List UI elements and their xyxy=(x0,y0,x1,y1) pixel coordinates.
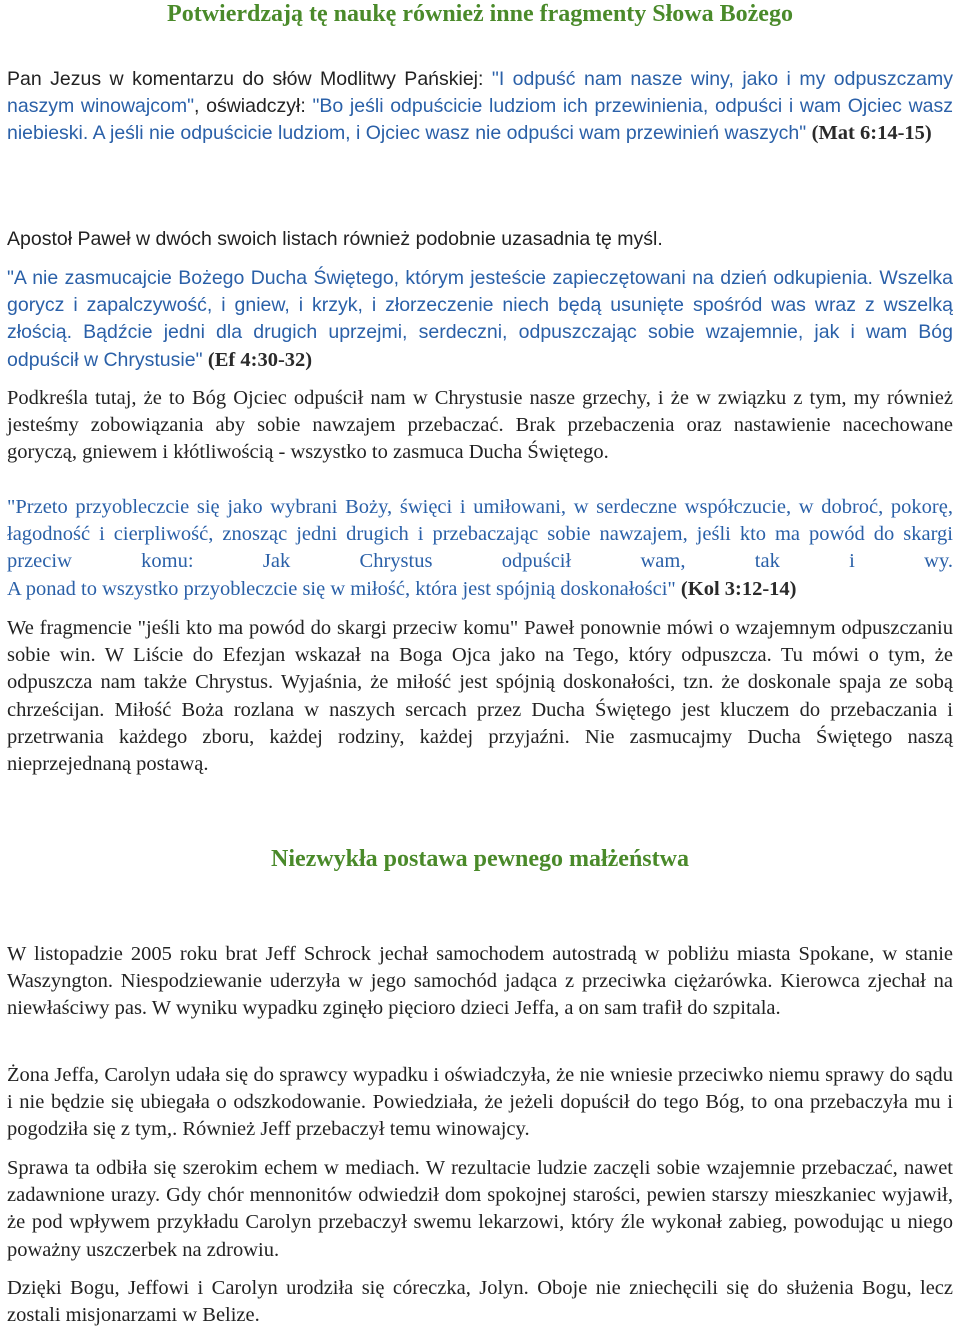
paragraph-colossians-quote: "Przeto przyobleczcie się jako wybrani Boży, święci i umiłowani, w serdeczne współczucie, w dobroć, pokorę, łagodność i cierpliwość, znosząc jedni drugich i przebaczając sobie nawzajem, jeśli kto ma powód do skargi przeciw komu: Jak Chrystus odpuścił wam, tak i wy. A ponad to wszystko przyobleczcie się w miłość, która jest spójnią doskonałości" (Kol 3:12-14) xyxy=(7,496,953,600)
paragraph-ephesians-quote: "A nie zasmucajcie Bożego Ducha Świętego, którym jesteście zapieczętowani na dzień odkupienia. Wszelka gorycz i zapalczywość, i gniew, i krzyk, i złorzeczenie niech będą usunięte spośród was wraz z wszelką złością. Bądźcie jedni dla drugich uprzejmi, serdeczni, odpuszczając sobie wzajemnie, jak i wam Bóg odpuścił w Chrystusie" (Ef 4:30-32) xyxy=(7,267,953,371)
paragraph-lords-prayer: Pan Jezus w komentarzu do słów Modlitwy Pańskiej: "I odpuść nam nasze winy, jako i my odpuszczamy naszym winowajcom", oświadczył: "Bo jeśli odpuścicie ludziom ich przewinienia, odpuści i wam Ojciec wasz niebieski. A jeśli nie odpuścicie ludziom, i Ojciec wasz nie odpuści wam przewinień waszych" (Mat 6:14-15) xyxy=(7,68,954,145)
paragraph-colossians-comment: We fragmencie "jeśli kto ma powód do skargi przeciw komu" Paweł ponownie mówi o wzajemnym odpuszczaniu sobie win. W Liście do Efezjan wskazał na Boga Ojca jako na Tego, który odpuszcza. Tu mówi o tym, że odpuszcza nam także Chrystus. Wyjaśnia, że miłość jest spójnią doskonałości, tzn. że doskonale spaja ze sobą chrześcijan. Miłość Boża rozlana w naszych sercach przez Ducha Świętego jest kluczem do przebaczania i przetrwania każdego zboru, każdej rodziny, każdej przyjaźni. Nie zasmucajmy Ducha Świętego naszą nieprzejednaną postawą. xyxy=(7,617,953,776)
paragraph-ephesians-comment: Podkreśla tutaj, że to Bóg Ojciec odpuścił nam w Chrystusie nasze grzechy, i że w związku z tym, my również jesteśmy zobowiązania aby sobie nawzajem przebaczać. Brak przebaczenia oraz nastawienie nacechowane goryczą, gniewem i kłótliwością - wszystko to zasmuca Ducha Świętego. xyxy=(7,387,953,464)
paragraph-carolyn: Żona Jeffa, Carolyn udała się do sprawcy wypadku i oświadczyła, że nie wniesie przeciwko niemu sprawy do sądu i nie będzie się ubiegała o odszkodowanie. Powiedziała, że jeżeli dopuścił do tego Bóg, to ona przebaczyła mu i pogodziła się z tym,. Również Jeff przebaczył temu winowajcy. xyxy=(7,1064,953,1141)
section-heading-confirmation: Potwierdzają tę naukę również inne fragmenty Słowa Bożego xyxy=(167,1,793,27)
paragraph-accident: W listopadzie 2005 roku brat Jeff Schrock jechał samochodem autostradą w pobliżu miasta Spokane, w stanie Waszyngton. Niespodziewanie uderzyła w jego samochód jadąca z przeciwka ciężarówka. Kierowca zjechał na niewłaściwy pas. W wyniku wypadku zginęło pięcioro dzieci Jeffa, a on sam trafił do szpitala. xyxy=(7,943,953,1020)
paragraph-daughter: Dzięki Bogu, Jeffowi i Carolyn urodziła się córeczka, Jolyn. Oboje nie zniechęcili się do służenia Bogu, lecz zostali misjonarzami w Belize. xyxy=(7,1277,953,1327)
paragraph-paul-letters: Apostoł Paweł w dwóch swoich listach również podobnie uzasadnia tę myśl. xyxy=(7,228,663,250)
section-heading-marriage: Niezwykła postawa pewnego małżeństwa xyxy=(271,846,689,872)
paragraph-media: Sprawa ta odbiła się szerokim echem w mediach. W rezultacie ludzie zaczęli sobie wzajemnie przebaczać, nawet zadawnione urazy. Gdy chór mennonitów odwiedził dom spokojnej starości, pewien starszy mieszkaniec wyjawił, że pod wpływem przykładu Carolyn przebaczył swemu lekarzowi, który źle wykonał zabieg, powodując u niego poważny uszczerbek na zdrowiu. xyxy=(7,1157,953,1261)
